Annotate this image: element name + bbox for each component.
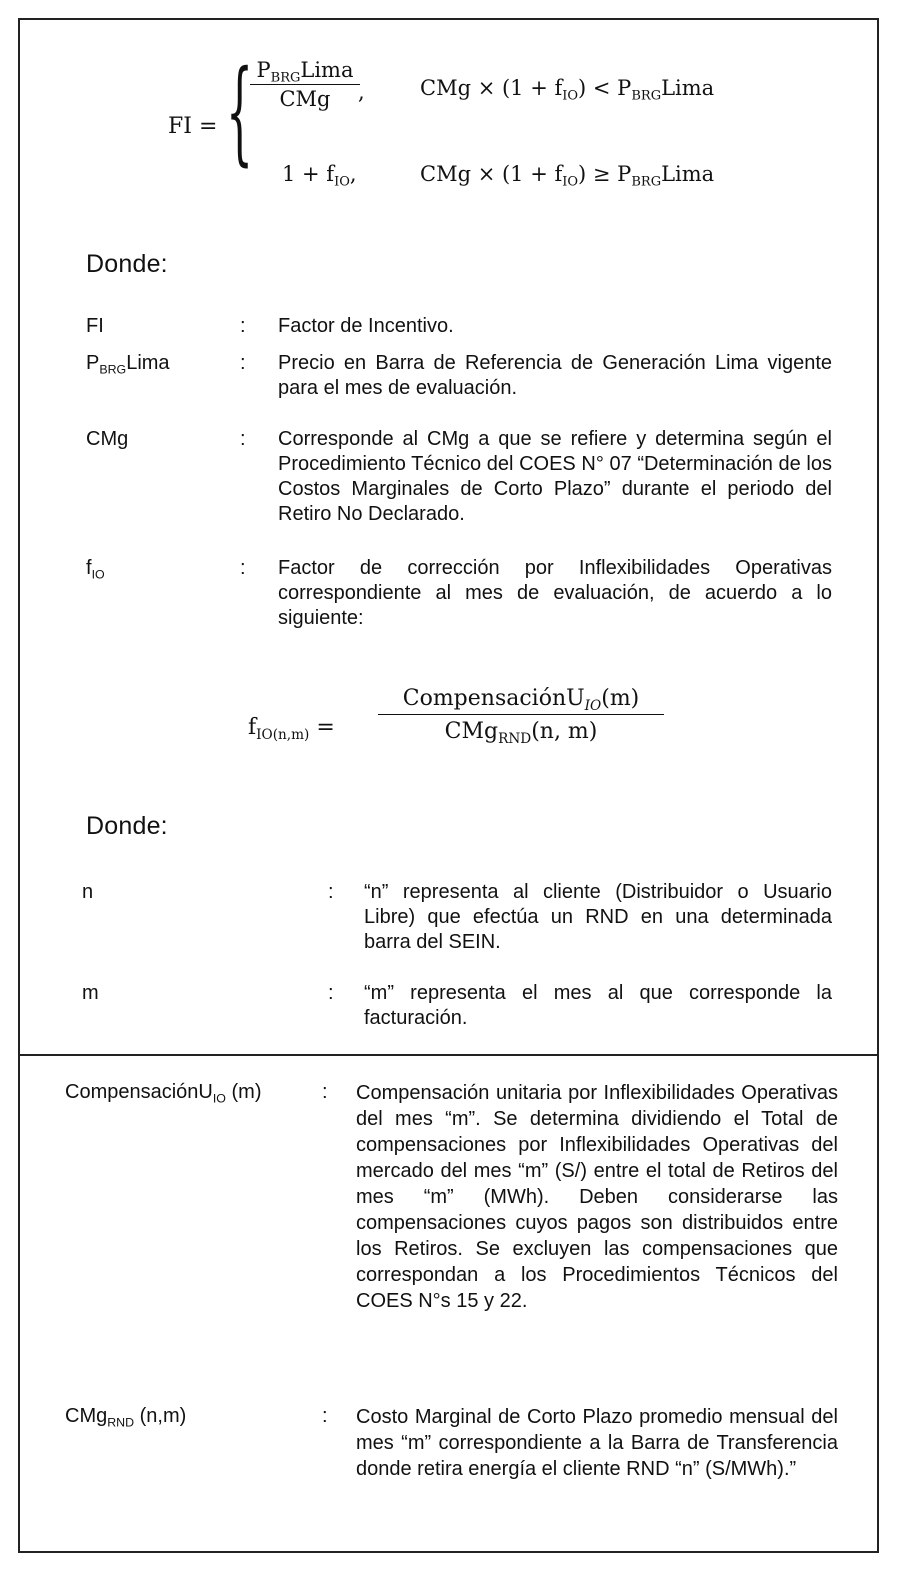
fi-case2-sub: IO (334, 174, 350, 190)
fi-case1-cond-c: Lima (661, 76, 715, 100)
fio-lhs-base: f (248, 715, 257, 740)
def-n-colon: : (328, 881, 334, 903)
fi-case1-condition (420, 76, 715, 104)
fi-case2-cond-b: ) ≥ P (578, 162, 632, 186)
def3-text: Corresponde al CMg a que se refiere y determina según el Procedimiento Técnico del COES N° 07 “Determinación de los Costos Marginales de Corto Plazo” durante el periodo del Retiro No Declarado. (278, 428, 832, 525)
def-compensacion-term-base: CompensaciónU (65, 1081, 213, 1103)
document-frame (18, 18, 879, 1553)
section-divider (18, 1054, 879, 1056)
def-n-term: n (82, 881, 94, 903)
donde-heading-1: Donde: (86, 250, 168, 278)
def-cmgrnd-term-base: CMg (65, 1405, 108, 1427)
fi-case1-cond-b: ) < P (578, 76, 632, 100)
fi-formula-lhs: FI = (168, 114, 218, 139)
fio-num-sub: IO (584, 697, 602, 714)
fi-case1-num-base: P (256, 58, 271, 82)
def-cmgrnd-term (65, 1404, 186, 1429)
def-compensacion-term-sub: IO (212, 1091, 226, 1106)
fi-case2-value (282, 162, 357, 190)
def3-colon: : (240, 428, 246, 450)
def4-term-base: f (86, 557, 92, 579)
fio-num-b: (m) (601, 686, 640, 711)
fi-case2-cond-sub2: BRG (631, 174, 662, 190)
fi-case1-num-tail: Lima (300, 58, 354, 82)
def-m-text: “m” representa el mes al que corresponde la facturación. (364, 982, 832, 1029)
def-compensacion-colon: : (322, 1081, 328, 1103)
def2-colon: : (240, 352, 246, 374)
def1-colon: : (240, 315, 246, 337)
fi-case1-sep: , (358, 80, 365, 104)
fi-case2-cond-a: CMg × (1 + f (420, 162, 563, 186)
fi-case2-condition (420, 162, 715, 190)
def2-term-base: P (86, 352, 100, 374)
fi-case1-cond-a: CMg × (1 + f (420, 76, 563, 100)
fio-eq: = (316, 715, 335, 740)
fi-case1-den: CMg (279, 87, 331, 111)
fi-case1-num-sub: BRG (270, 70, 301, 86)
def-m-term: m (82, 982, 99, 1004)
fio-lhs-sub: IO(n,m) (256, 726, 310, 743)
def2-term (86, 351, 170, 376)
def4-text: Factor de corrección por Inflexibilidades Operativas correspondiente al mes de evaluación, de acuerdo a lo siguiente: (278, 557, 832, 629)
fio-den-b: (n, m) (531, 719, 598, 744)
def2-term-tail: Lima (126, 352, 170, 374)
def-cmgrnd-term-sub: RND (107, 1415, 135, 1430)
fi-case2-a: 1 + f (282, 162, 335, 186)
fio-den-sub: RND (498, 730, 532, 747)
fio-num-a: CompensaciónU (402, 686, 585, 711)
def-cmgrnd-text: Costo Marginal de Corto Plazo promedio mensual del mes “m” correspondiente a la Barra de Transferencia donde retira energía el cliente RND “n” (S/MWh).” (356, 1406, 838, 1480)
def4-term-sub: IO (91, 567, 105, 582)
fi-case2-cond-sub: IO (562, 174, 579, 190)
def4-term (86, 556, 105, 581)
fi-case2-cond-c: Lima (661, 162, 715, 186)
def2-term-sub: BRG (99, 362, 127, 377)
fi-case1-cond-sub2: BRG (631, 88, 662, 104)
fi-case2-b: , (349, 162, 357, 186)
def3-term-cmg: CMg (86, 428, 129, 450)
def4-colon: : (240, 557, 246, 579)
def2-text: Precio en Barra de Referencia de Generación Lima vigente para el mes de evaluación. (278, 352, 832, 399)
def-compensacion-term (65, 1080, 262, 1105)
def-n-text: “n” representa al cliente (Distribuidor o Usuario Libre) que efectúa un RND en una determinada barra del SEIN. (364, 881, 832, 953)
fi-case1-cond-sub: IO (562, 88, 579, 104)
donde-heading-2: Donde: (86, 812, 168, 840)
def1-text: Factor de Incentivo. (278, 315, 454, 337)
def-compensacion-term-tail: (m) (225, 1081, 262, 1103)
def-compensacion-text: Compensación unitaria por Inflexibilidades Operativas del mes “m”. Se determina dividiendo el Total de compensaciones por Inflexibilidades Operativas del mercado del mes “m” (S/) entre el total de Retiros del mes “m” (MWh). Deben considerarse las compensaciones cuyos pagos son distribuidos entre los Retiros. Se excluyen las compensaciones que correspondan a los Procedimientos Técnicos del COES N°s 15 y 22. (356, 1082, 838, 1312)
def-cmgrnd-term-tail: (n,m) (134, 1405, 187, 1427)
fio-den-a: CMg (444, 719, 499, 744)
fio-fraction (378, 686, 664, 747)
def1-term-fi: FI (86, 315, 104, 337)
def-m-colon: : (328, 982, 334, 1004)
def-cmgrnd-colon: : (322, 1405, 328, 1427)
fio-formula-lhs (248, 715, 335, 743)
fi-case1-fraction (250, 58, 360, 111)
piecewise-brace: { (226, 47, 254, 177)
